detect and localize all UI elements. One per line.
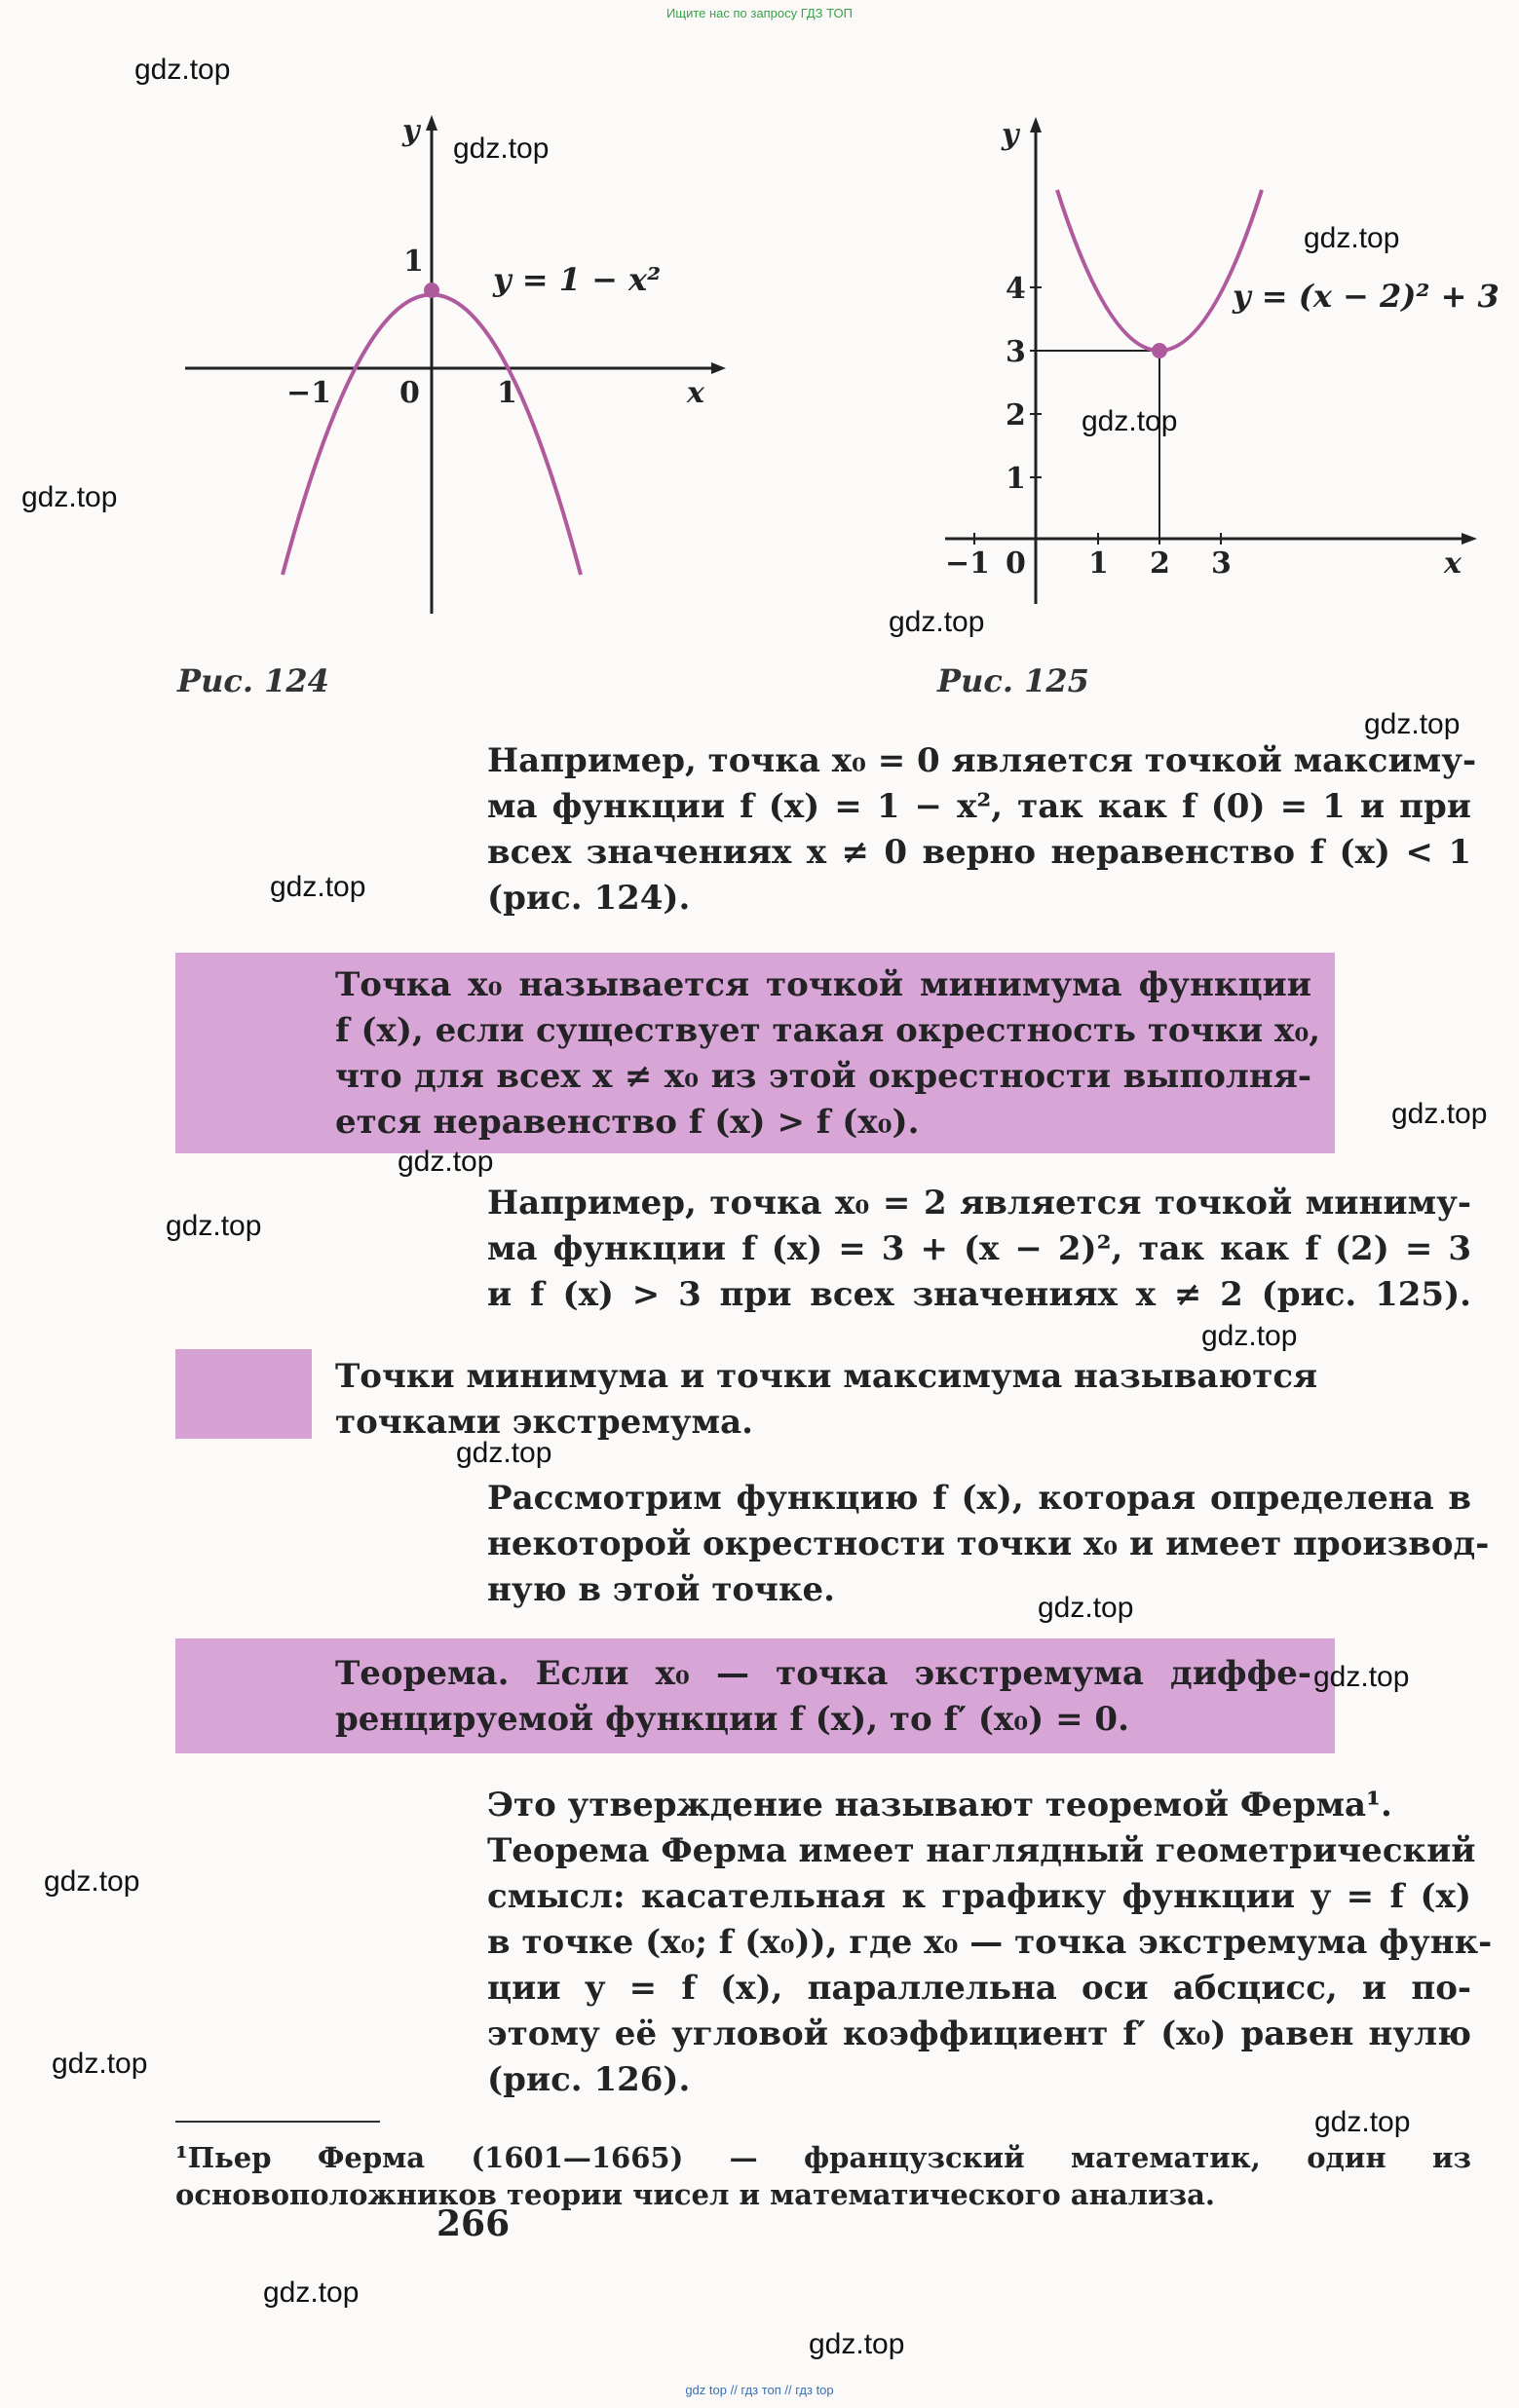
watermark: gdz.top (1313, 1661, 1410, 1693)
tick-x-minus1: −1 (286, 376, 332, 410)
paragraph-fermat: Это утверждение называют теоремой Ферма¹. Теорема Ферма имеет наглядный геометрический смысл: касательная к графику функции y = f (x) в точке (x₀; f (x₀)), где x₀ — точка экстремума функ- ции y = f (x), параллельна оси абсцисс, и по- этому её угловой коэффициент f′ (x₀) равен нулю (рис. 126). (487, 1786, 1493, 2099)
paragraph-min-example: Например, точка x₀ = 2 является точкой миниму- ма функции f (x) = 3 + (x − 2)², так как f (2) = 3 и f (x) > 3 при всех значениях x ≠ 2 (рис. 125). (487, 1184, 1471, 1314)
footnote: ¹Пьер Ферма (1601—1665) — французский математик, один из основоположников теории чисел и математического анализа. (175, 2141, 1471, 2211)
y-axis-arrow (1030, 117, 1042, 132)
function-label: y = 1 − x² (493, 261, 662, 298)
y-tick-4: 4 (1006, 272, 1026, 306)
watermark: gdz.top (52, 2048, 148, 2080)
x-tick-1: 1 (1088, 546, 1109, 581)
tick-y-1: 1 (403, 245, 424, 279)
x-tick-2: 2 (1150, 546, 1170, 581)
watermark: gdz.top (44, 1865, 140, 1898)
watermark: gdz.top (398, 1146, 494, 1178)
x-tick-0: 0 (1006, 546, 1026, 581)
bleed-through (0, 0, 1, 1)
page-number: 266 (437, 2203, 511, 2244)
definition-extremum-marker (175, 1349, 312, 1439)
tick-origin: 0 (399, 376, 420, 410)
x-tick-3: 3 (1211, 546, 1232, 581)
watermark: gdz.top (809, 2328, 905, 2360)
watermark: gdz.top (456, 1437, 552, 1469)
watermark: gdz.top (270, 871, 366, 903)
watermark: gdz.top (134, 54, 231, 86)
y-label: y (1002, 118, 1019, 152)
y-label: y (402, 114, 420, 148)
footnote-rule (175, 2121, 380, 2123)
watermark: gdz.top (1364, 708, 1461, 740)
x-axis-arrow (1462, 533, 1477, 545)
watermark: gdz.top (1314, 2106, 1411, 2138)
watermark: gdz.top (263, 2276, 360, 2309)
watermark: gdz.top (21, 481, 118, 513)
x-label: x (687, 376, 704, 410)
definition-minimum: Точка x₀ называется точкой минимума функции f (x), если существует такая окрестность точки x₀, что для всех x ≠ x₀ из этой окрестности выполня- ется неравенство f (x) > f (x₀). (335, 965, 1321, 1142)
paragraph-consider: Рассмотрим функцию f (x), которая определена в некоторой окрестности точки x₀ и имеет производ- ную в этой точке. (487, 1479, 1490, 1609)
y-axis-arrow (426, 115, 437, 131)
x-axis-arrow (711, 362, 726, 374)
watermark: gdz.top (1201, 1320, 1298, 1352)
theorem-text: Теорема. Если x₀ — точка экстремума диффе- ренцируемой функции f (x), то f′ (x₀) = 0. (335, 1654, 1311, 1739)
caption-125: Рис. 125 (937, 662, 1089, 699)
x-tick-minus1: −1 (945, 546, 991, 581)
footer-note: gdz top // гдз топ // гдз top (685, 2383, 834, 2397)
y-tick-1: 1 (1006, 462, 1026, 496)
header-note: Ищите нас по запросу ГДЗ ТОП (666, 6, 853, 20)
max-point (424, 282, 439, 298)
min-point (1152, 343, 1167, 358)
watermark: gdz.top (453, 132, 550, 165)
watermark: gdz.top (1082, 405, 1178, 437)
function-label: y = (x − 2)² + 3 (1233, 278, 1500, 315)
figure-125 (935, 107, 1500, 614)
definition-extremum: Точки минимума и точки максимума называются точками экстремума. (335, 1357, 1318, 1442)
watermark: gdz.top (1304, 222, 1400, 254)
watermark: gdz.top (166, 1210, 262, 1242)
watermark: gdz.top (1038, 1592, 1134, 1624)
tick-x-1: 1 (497, 376, 517, 410)
watermark: gdz.top (1391, 1098, 1488, 1130)
y-tick-3: 3 (1006, 335, 1026, 369)
y-tick-2: 2 (1006, 398, 1026, 433)
caption-124: Рис. 124 (177, 662, 329, 699)
watermark: gdz.top (889, 606, 985, 638)
paragraph-max-example: Например, точка x₀ = 0 является точкой максиму- ма функции f (x) = 1 − x², так как f (0) = 1 и при всех значениях x ≠ 0 верно неравенство f (x) < 1 (рис. 124). (487, 741, 1477, 918)
figure-124 (166, 107, 731, 653)
parabola-curve (1057, 190, 1262, 351)
x-label: x (1444, 546, 1462, 581)
